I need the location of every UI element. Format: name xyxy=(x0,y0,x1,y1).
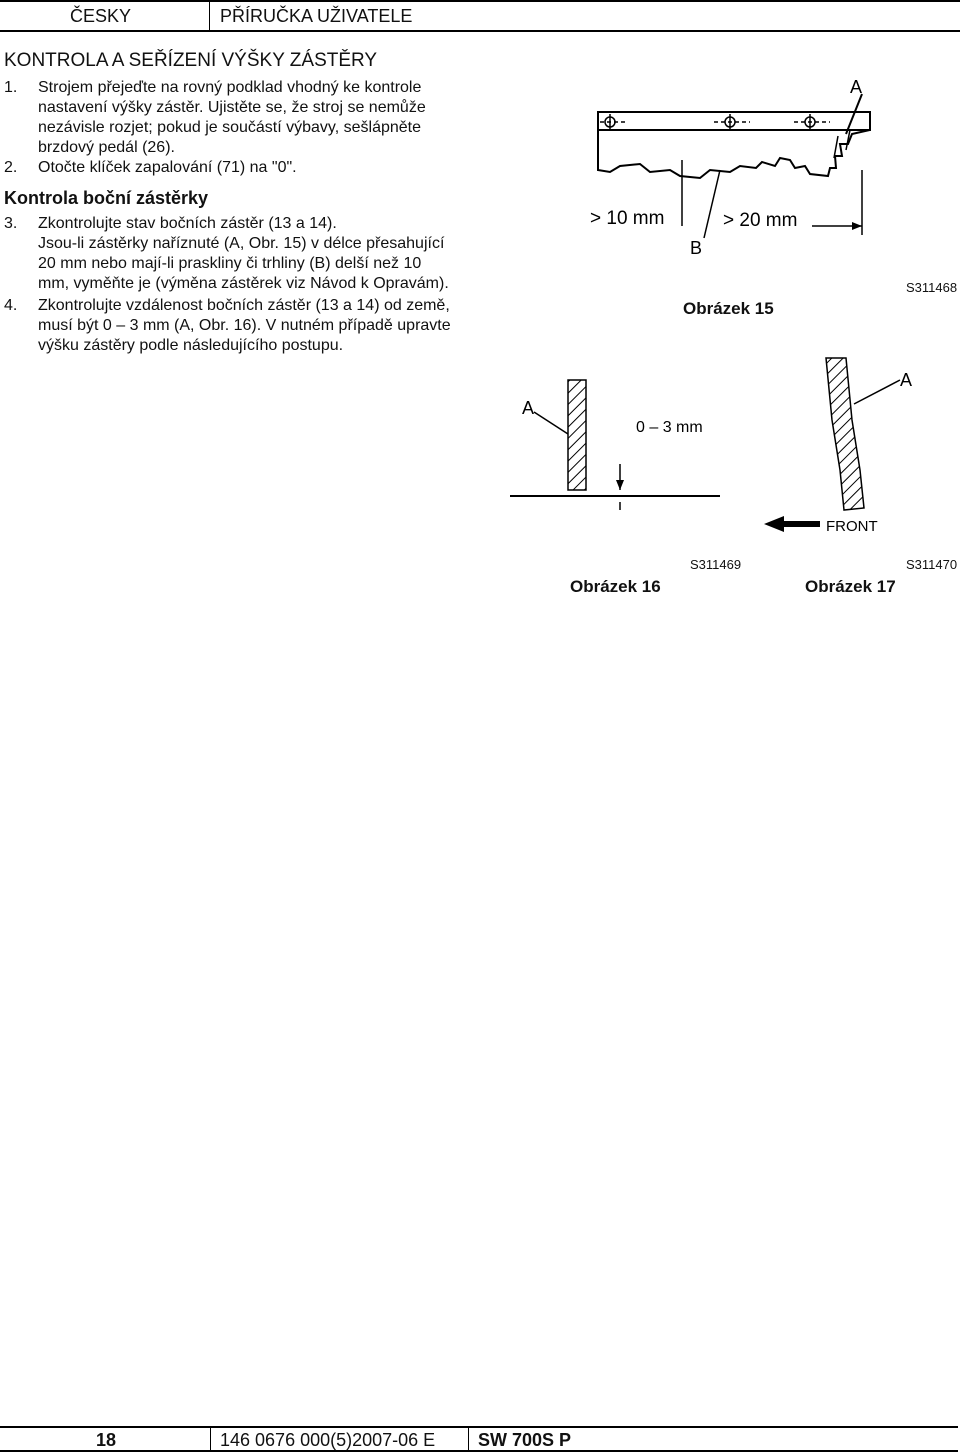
figure-15-caption: Obrázek 15 xyxy=(683,299,774,318)
skirt-bent-hatched xyxy=(826,358,864,510)
step-number: 1. xyxy=(4,79,18,96)
subheading: Kontrola boční zástěrky xyxy=(4,188,209,208)
step-number: 2. xyxy=(4,159,18,176)
arrowhead xyxy=(616,480,624,490)
footer-model: SW 700S P xyxy=(478,1430,572,1450)
step-line: mm, vyměňte je (výměna zástěrek viz Návod k Opravám). xyxy=(38,275,449,292)
skirt-top-strip xyxy=(598,112,870,130)
label-b: B xyxy=(690,238,703,258)
label-a: A xyxy=(522,398,535,418)
label-a: A xyxy=(850,77,863,97)
footer-divider xyxy=(468,1426,469,1452)
step-line: brzdový pedál (26). xyxy=(38,139,175,156)
step-line: výšku zástěry podle následujícího postupu. xyxy=(38,337,344,354)
front-arrow-icon xyxy=(764,516,820,532)
leader-a xyxy=(846,94,862,134)
figure-16-code: S311469 xyxy=(690,557,742,572)
step-list-2 xyxy=(4,214,484,354)
header-divider xyxy=(209,0,210,30)
header-language: ČESKY xyxy=(70,6,132,26)
step-line: Strojem přejeďte na rovný podklad vhodný ke kontrole xyxy=(38,79,422,96)
label-a: A xyxy=(900,370,913,390)
footer-divider xyxy=(210,1426,211,1452)
step-line: nastavení výšky zástěr. Ujistěte se, že stroj se nemůže xyxy=(38,99,426,116)
step-number: 4. xyxy=(4,297,18,314)
dim-left: > 10 mm xyxy=(590,208,665,229)
figure-17-drawing xyxy=(760,350,960,550)
leader-a xyxy=(854,380,900,404)
section-title: KONTROLA A SEŘÍZENÍ VÝŠKY ZÁSTĚRY xyxy=(4,50,378,71)
mount-hole-marker xyxy=(600,114,626,130)
step-line: nezávisle rozjet; pokud je součástí výbavy, sešlápněte xyxy=(38,119,422,136)
figure-15-code: S311468 xyxy=(906,280,958,295)
figure-16-caption: Obrázek 16 xyxy=(570,577,661,596)
skirt-hatched xyxy=(568,380,586,490)
dim-right: > 20 mm xyxy=(723,210,798,231)
figure-15-drawing xyxy=(580,70,960,330)
figure-17-caption: Obrázek 17 xyxy=(805,577,896,596)
step-number: 3. xyxy=(4,215,18,232)
leader-b xyxy=(704,170,720,238)
step-line: musí být 0 – 3 mm (A, Obr. 16). V nutném případě upravte xyxy=(38,317,451,334)
header-top-rule xyxy=(0,0,960,2)
figure-17-code: S311470 xyxy=(906,557,958,572)
footer-doc-number: 146 0676 000(5)2007-06 E xyxy=(220,1430,436,1450)
step-line: Zkontrolujte vzdálenost bočních zástěr (13 a 14) od země, xyxy=(38,297,450,314)
figure-16-drawing xyxy=(510,360,720,510)
arrowhead xyxy=(852,222,862,230)
dim: 0 – 3 mm xyxy=(636,419,703,436)
mount-hole-marker xyxy=(714,114,750,130)
step-line: 20 mm nebo mají-li praskliny či trhliny (B) delší než 10 xyxy=(38,255,422,272)
header-bottom-rule xyxy=(0,30,960,32)
leader-a xyxy=(534,412,568,434)
direction: FRONT xyxy=(826,518,878,535)
step-line: Jsou-li zástěrky naříznuté (A, Obr. 15) v délce přesahující xyxy=(38,235,445,252)
step-line: Zkontrolujte stav bočních zástěr (13 a 14). xyxy=(38,215,337,232)
step-list-1 xyxy=(4,78,484,188)
mount-hole-marker xyxy=(794,114,830,130)
footer-page-number: 18 xyxy=(96,1430,117,1450)
step-line: Otočte klíček zapalování (71) na "0". xyxy=(38,159,297,176)
header-manual-title: PŘÍRUČKA UŽIVATELE xyxy=(220,6,413,26)
